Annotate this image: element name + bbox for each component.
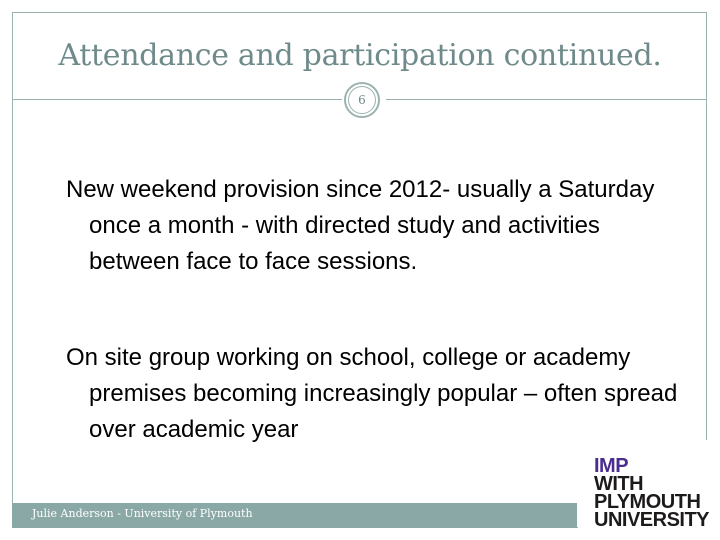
logo-line-3: PLYMOUTH bbox=[594, 491, 701, 513]
slide-number-badge bbox=[344, 82, 380, 118]
title-divider-left bbox=[12, 99, 342, 100]
slide-number: 6 bbox=[348, 86, 376, 114]
title-divider-right bbox=[386, 99, 707, 100]
university-logo bbox=[578, 440, 718, 540]
logo-line-4: UNIVERSITY bbox=[594, 509, 710, 531]
logo-line-1: IMP bbox=[594, 455, 629, 477]
logo-line-2: WITH bbox=[594, 473, 644, 495]
slide-title: Attendance and participation continued. bbox=[58, 38, 662, 73]
footer-author: Julie Anderson - University of Plymouth bbox=[32, 507, 253, 520]
bullet-onsite-group: On site group working on school, college or academy premises becoming increasingly popular – often spread over academic year bbox=[66, 344, 678, 443]
bullet-weekend-provision: New weekend provision since 2012- usually a Saturday once a month - with directed study and activities between face to face sessions. bbox=[66, 176, 655, 275]
